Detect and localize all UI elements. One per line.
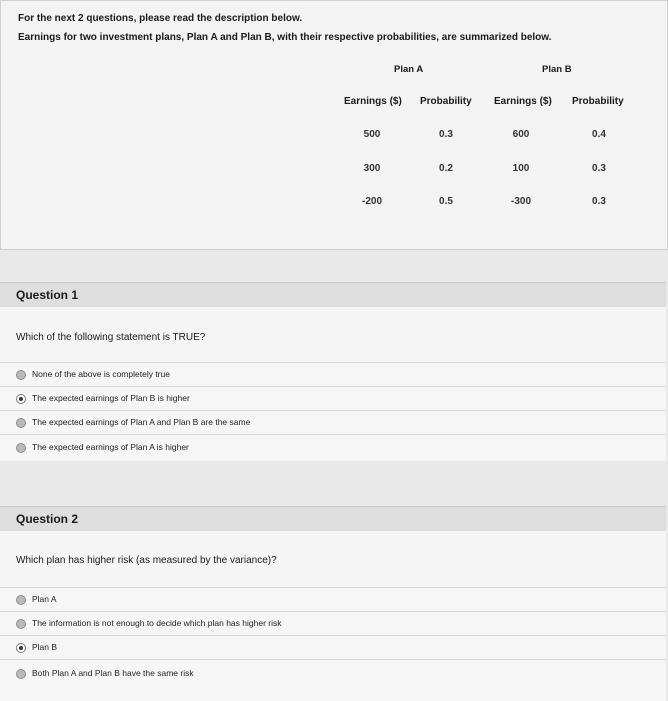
table-cell: 100 bbox=[512, 163, 530, 174]
table-cell: 0.3 bbox=[592, 163, 606, 174]
radio-button[interactable] bbox=[16, 443, 26, 453]
radio-button-selected[interactable] bbox=[16, 394, 26, 404]
q2-option-1[interactable] bbox=[0, 587, 666, 612]
option-label: The information is not enough to decide which plan has higher risk bbox=[32, 618, 282, 628]
question-2-text: Which plan has higher risk (as measured by the variance)? bbox=[16, 555, 277, 566]
radio-button[interactable] bbox=[16, 595, 26, 605]
plan-a-title: Plan A bbox=[394, 64, 424, 75]
radio-button[interactable] bbox=[16, 669, 26, 679]
option-label: The expected earnings of Plan B is higher bbox=[32, 393, 190, 403]
col-header-earnings-b: Earnings ($) bbox=[494, 96, 552, 107]
col-header-probability-a: Probability bbox=[420, 96, 472, 107]
table-cell: 300 bbox=[363, 163, 381, 174]
option-label: The expected earnings of Plan A is higher bbox=[32, 442, 189, 452]
description-line-2: Earnings for two investment plans, Plan A and Plan B, with their respective probabilities, are summarized below. bbox=[18, 32, 552, 43]
question-1-text: Which of the following statement is TRUE? bbox=[16, 332, 206, 343]
q1-option-2[interactable] bbox=[0, 386, 666, 411]
question-1-body bbox=[0, 307, 666, 364]
col-header-probability-b: Probability bbox=[572, 96, 624, 107]
q2-option-4[interactable] bbox=[0, 659, 666, 701]
q1-option-3[interactable] bbox=[0, 410, 666, 435]
table-cell: 0.4 bbox=[592, 129, 606, 140]
radio-button[interactable] bbox=[16, 418, 26, 428]
q1-option-1[interactable] bbox=[0, 362, 666, 387]
question-2-header bbox=[0, 506, 666, 532]
q2-option-2[interactable] bbox=[0, 611, 666, 636]
table-cell: -200 bbox=[361, 196, 382, 207]
question-1-title: Question 1 bbox=[16, 288, 79, 302]
table-cell: 0.5 bbox=[439, 196, 453, 207]
option-label: Plan A bbox=[32, 594, 57, 604]
option-label: None of the above is completely true bbox=[32, 369, 170, 379]
question-2-title: Question 2 bbox=[16, 512, 79, 526]
question-1-header bbox=[0, 282, 666, 308]
table-cell: 0.2 bbox=[439, 163, 453, 174]
option-label: Plan B bbox=[32, 642, 58, 652]
q2-option-3[interactable] bbox=[0, 635, 666, 660]
table-cell: 500 bbox=[363, 129, 381, 140]
table-cell: -300 bbox=[510, 196, 531, 207]
description-panel bbox=[0, 0, 668, 250]
table-cell: 0.3 bbox=[439, 129, 453, 140]
radio-button[interactable] bbox=[16, 370, 26, 380]
q1-option-4[interactable] bbox=[0, 434, 666, 461]
radio-button[interactable] bbox=[16, 619, 26, 629]
col-header-earnings-a: Earnings ($) bbox=[344, 96, 402, 107]
radio-button-selected[interactable] bbox=[16, 643, 26, 653]
plan-b-title: Plan B bbox=[542, 64, 572, 75]
option-label: Both Plan A and Plan B have the same risk bbox=[32, 668, 194, 678]
table-cell: 0.3 bbox=[592, 196, 606, 207]
option-label: The expected earnings of Plan A and Plan B are the same bbox=[32, 417, 251, 427]
table-cell: 600 bbox=[512, 129, 530, 140]
question-2-body bbox=[0, 531, 666, 588]
description-line-1: For the next 2 questions, please read the description below. bbox=[18, 13, 303, 24]
